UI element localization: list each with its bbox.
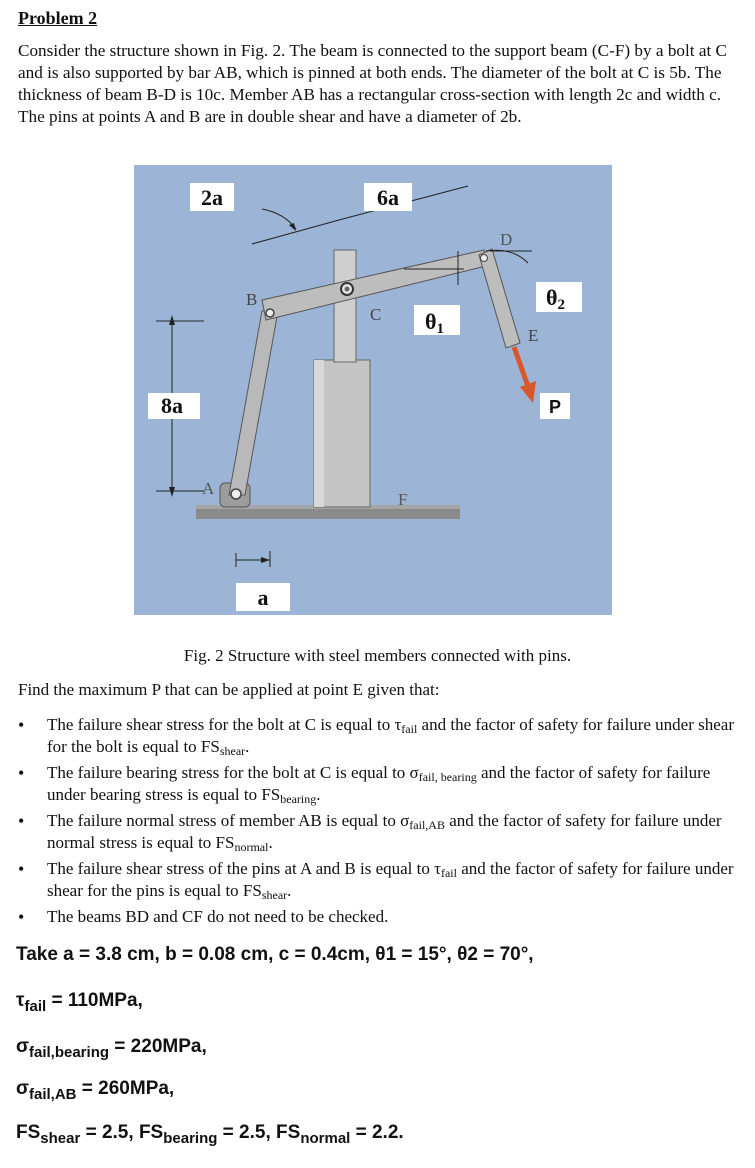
find-statement: Find the maximum P that can be applied at point E given that: [18,680,440,699]
label-8a: 8a [161,393,183,418]
point-e: E [528,326,539,345]
point-d: D [500,230,513,249]
condition-list [18,714,743,932]
point-c: C [370,305,382,324]
given-sigma-ab: $\sigma_{fail,AB} = 260MPa$, [16,1078,175,1103]
support-column-upper [334,250,356,362]
figure-caption: Fig. 2 Structure with steel members connected with pins. [183,646,572,665]
condition-bolt-shear: • The failure shear stress for the bolt at C is equal to $\tau_{fail}$ and the factor of safety for failure under shear for the bolt is equal to $FS_{shear}$. [18,714,743,758]
problem-title: Problem 2 [18,8,98,28]
label-a: a [257,585,269,610]
point-b: B [246,290,258,309]
given-geometry: Take a = 3.8 cm, b = 0.08 cm, c = 0.4cm, θ1 = 15°, θ2 = 70°, [16,944,534,965]
point-f: F [398,490,408,509]
condition-pin-shear: • The failure shear stress of the pins at A and B is equal to $\tau_{fail}$ and the factor of safety for failure under shear for the pins is equal to $FS_{shear}$. [18,858,743,902]
point-a: A [202,479,215,498]
label-6a: 6a [377,185,399,210]
figure-background [134,165,612,615]
pin-a [231,489,241,499]
label-theta2: θ2 [546,285,565,313]
label-2a: 2a [201,185,223,210]
given-sigma-bearing: $\sigma_{fail,bearing} = 220MPa$, [16,1036,207,1061]
given-safety-factors: $FS_{shear} = 2.5$, $FS_{bearing} = 2.5$, $FS_{normal} = 2.2$. [16,1122,404,1147]
pin-d [481,255,488,262]
condition-beams-unchecked: • The beams BD and CF do not need to be checked. [18,906,743,928]
structure-figure [134,165,612,615]
pin-b [266,309,274,317]
problem-intro: Consider the structure shown in Fig. 2. The beam is connected to the support beam (C-F) by a bolt at C and is also supported by bar AB, which is pinned at both ends. The diameter of the bolt at C is 5b. The thickness of beam B-D is 10c. Member AB has a rectangular cross-section with length 2c and width c. The pins at points A and B are in double shear and have a diameter of 2b. [18,41,728,126]
condition-bolt-bearing: • The failure bearing stress for the bolt at C is equal to $\sigma_{fail, bearing}$ and the factor of safety for failure under bearing stress is equal to $FS_{bearing}$. [18,762,743,806]
label-p: P [548,397,562,417]
condition-member-normal: • The failure normal stress of member AB is equal to $\sigma_{fail,AB}$ and the factor of safety for failure under normal stress is equal to $FS_{normal}$. [18,810,743,854]
given-tau-fail: $\tau_{fail} = 110MPa$, [16,990,143,1015]
label-theta1: θ1 [425,309,444,337]
